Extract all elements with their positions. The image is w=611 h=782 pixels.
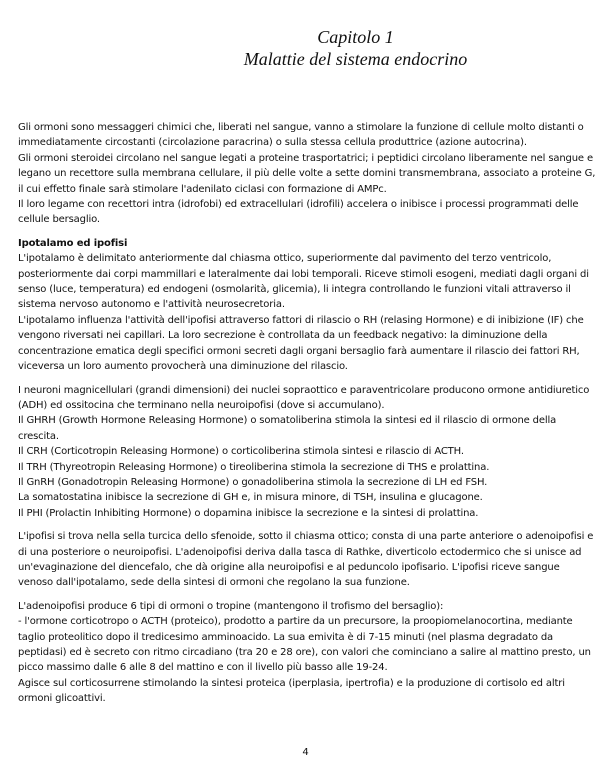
paragraph: Il loro legame con recettori intra (idrofobi) ed extracellulari (idrofili) accelera o inibisce i processi programmati delle cellule bersaglio. <box>18 199 579 226</box>
paragraph: L'ipofisi si trova nella sella turcica dello sfenoide, sotto il chiasma ottico; consta di una parte anteriore o adenoipofisi e di una posteriore o neuroipofisi. L'adenoipofisi deriva dalla tasca di Rathke, diverticolo ectodermico che si unisce ad un'evaginazione del diencefalo, che dà origine alla neuroipofisi e al peduncolo ipofisario. L'ipofisi riceve sangue venoso dall'ipotalamo, sede della sintesi di ormoni che regolano la sua funzione. <box>18 531 594 589</box>
paragraph: Il PHI (Prolactin Inhibiting Hormone) o dopamina inibisce la secrezione e la sintesi di prolattina. <box>18 507 479 519</box>
paragraph: Il GHRH (Growth Hormone Releasing Hormone) o somatoliberina stimola la sintesi ed il rilascio di ormone della crescita. <box>18 415 557 442</box>
paragraph: Il CRH (Corticotropin Releasing Hormone) o corticoliberina stimola sintesi e rilascio di ACTH. <box>18 446 464 458</box>
paragraph: Gli ormoni sono messaggeri chimici che, liberati nel sangue, vanno a stimolare la funzione di cellule molto distanti o immediatamente circostanti (circolazione paracrina) o sulla stessa cellula produttrice (azione autocrina). <box>18 122 584 149</box>
chapter-title: Malattie del sistema endocrino <box>243 49 468 69</box>
chapter-number: Capitolo 1 <box>317 27 394 47</box>
paragraph: Il TRH (Thyreotropin Releasing Hormone) o tireoliberina stimola la secrezione di THS e prolattina. <box>18 461 490 473</box>
paragraph: L'adenoipofisi produce 6 tipi di ormoni o tropine (mantengono il trofismo del bersaglio): <box>18 600 444 612</box>
paragraph: - l'ormone corticotropo o ACTH (proteico), prodotto a partire da un precursore, la proopiomelanocortina, mediante taglio proteolitico dopo il tredicesimo amminoacido. La sua emivita è di 7-15 minuti (nel plasma degradato da peptidasi) ed è secreto con ritmo circadiano (tra 20 e 28 ore), con valori che cominciano a salire al mattino presto, un picco massimo dalle 6 alle 8 del mattino e con il livello più basso alle 19-24. <box>18 616 591 674</box>
page-number: 4 <box>302 747 309 758</box>
paragraph: L'ipotalamo è delimitato anteriormente dal chiasma ottico, superiormente dal pavimento del terzo ventricolo, posteriormente dai corpi mammillari e lateralmente dai lobi temporali. Riceve stimoli esogeni, mediati dagli organi di senso (luce, temperatura) ed endogeni (osmolarità, glicemia), li integra controllando le funzioni vitali attraverso il sistema nervoso autonomo e l'attività neurosecretoria. <box>18 253 589 311</box>
paragraph: I neuroni magnicellulari (grandi dimensioni) dei nuclei sopraottico e paraventricolare producono ormone antidiuretico (ADH) ed ossitocina che terminano nella neuroipofisi (dove si accumulano). <box>18 384 590 411</box>
section-heading: Ipotalamo ed ipofisi <box>18 237 128 249</box>
paragraph: La somatostatina inibisce la secrezione di GH e, in misura minore, di TSH, insulina e glucagone. <box>18 492 483 504</box>
paragraph: Gli ormoni steroidei circolano nel sangue legati a proteine trasportatrici; i peptidici circolano liberamente nel sangue e legano un recettore sulla membrana cellulare, il più delle volte a sette domini transmembrana, associato a proteine G, il cui effetto finale sarà stimolare l'adenilato ciclasi con formazione di AMPc. <box>18 152 596 195</box>
chapter-heading <box>0 26 611 70</box>
paragraph: L'ipotalamo influenza l'attività dell'ipofisi attraverso fattori di rilascio o RH (relasing Hormone) e di inibizione (IF) che vengono riversati nei capillari. La loro secrezione è controllata da un feedback negativo: la diminuzione della concentrazione ematica degli specifici ormoni secreti dagli organi bersaglio farà aumentare il rilascio dei fattori RH, viceversa un loro aumento provocherà una diminuzione del rilascio. <box>18 314 584 373</box>
paragraph: Agisce sul corticosurrene stimolando la sintesi proteica (iperplasia, ipertrofia) e la produzione di cortisolo ed altri ormoni glicoattivi. <box>18 677 565 705</box>
paragraph: Il GnRH (Gonadotropin Releasing Hormone) o gonadoliberina stimola la secrezione di LH ed FSH. <box>18 476 488 488</box>
body-text <box>18 120 596 707</box>
